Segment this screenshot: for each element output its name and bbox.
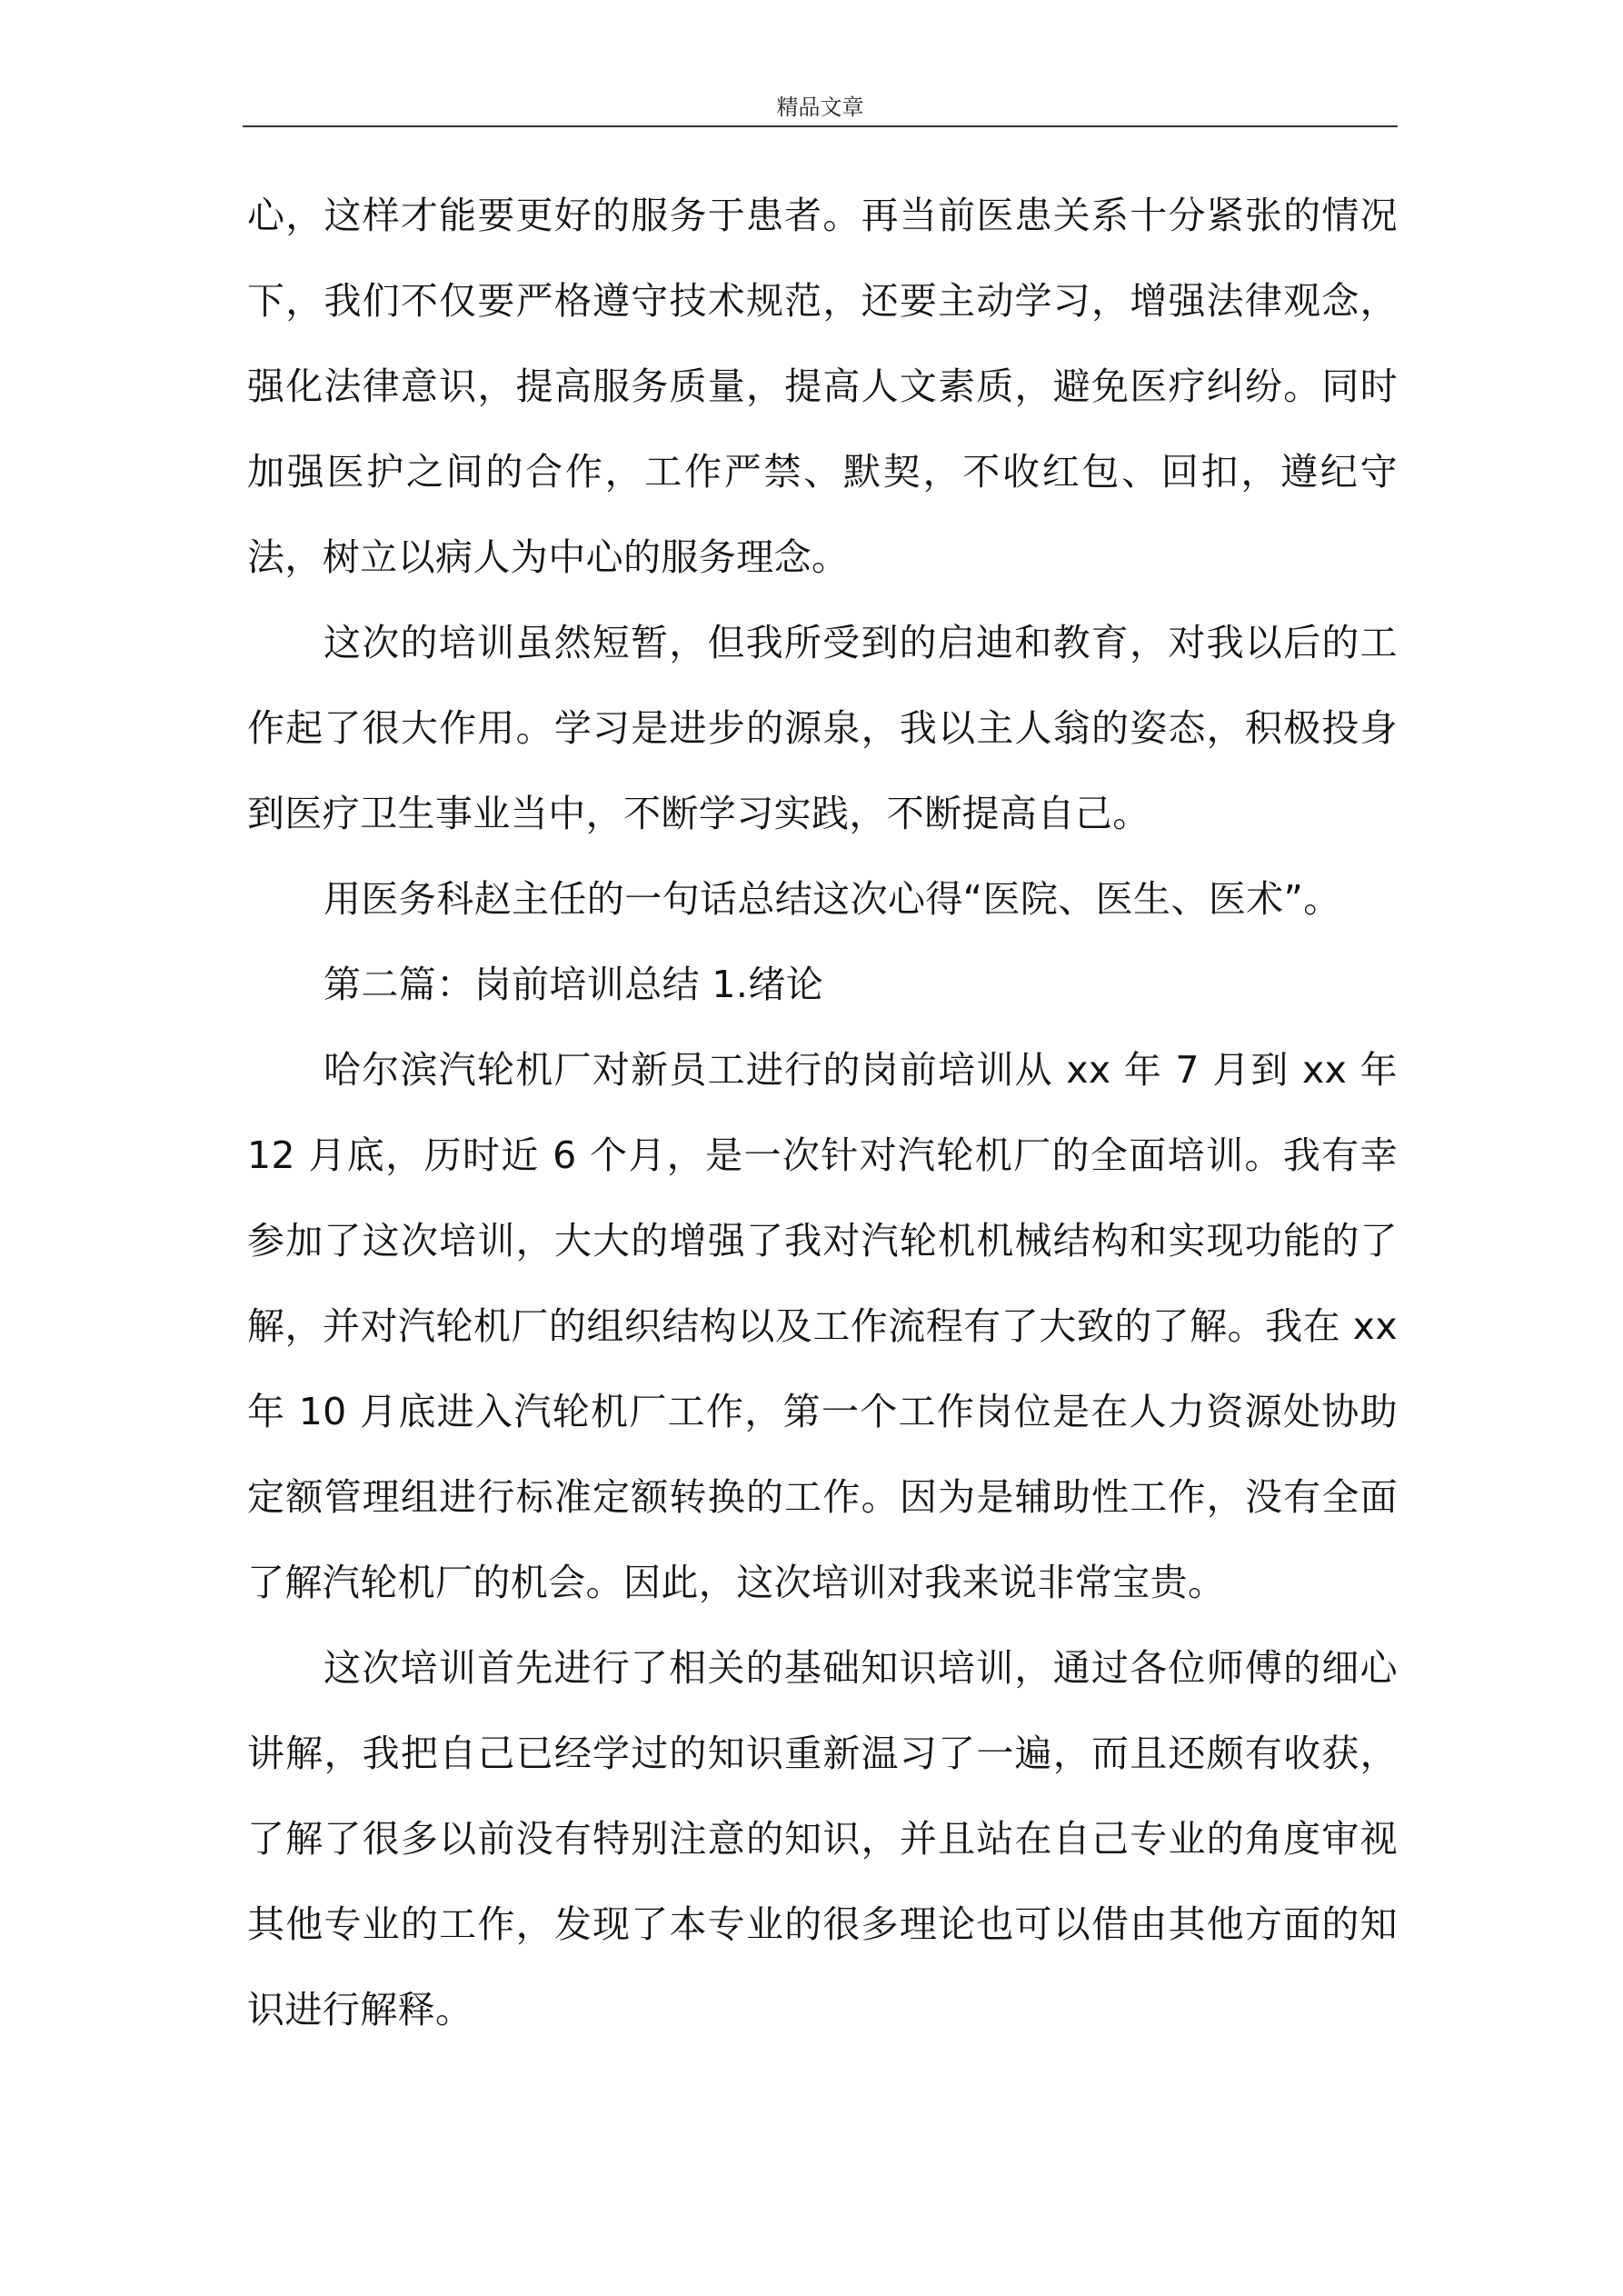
header-divider — [243, 125, 1398, 127]
paragraph-1: 心，这样才能要更好的服务于患者。再当前医患关系十分紧张的情况下，我们不仅要严格遵守技术规范，还要主动学习，增强法律观念，强化法律意识，提高服务质量，提高人文素质，避免医疗纠纷。同时加强医护之间的合作，工作严禁、默契，不收红包、回扣，遵纪守法，树立以病人为中心的服务理念。 — [247, 194, 1398, 579]
page-header: 精品文章 — [776, 95, 864, 120]
paragraph-2: 这次的培训虽然短暂，但我所受到的启迪和教育，对我以后的工作起了很大作用。学习是进步的源泉，我以主人翁的姿态，积极投身到医疗卫生事业当中，不断学习实践，不断提高自己。 — [247, 621, 1398, 835]
paragraph-4: 哈尔滨汽轮机厂对新员工进行的岗前培训从 xx 年 7 月到 xx 年 12 月底，历时近 6 个月，是一次针对汽轮机厂的全面培训。我有幸参加了这次培训，大大的增强了我对汽轮机机械结构和实现功能的了解，并对汽轮机厂的组织结构以及工作流程有了大致的了解。我在 xx 年 10 月底进入汽轮机厂工作，第一个工作岗位是在人力资源处协助定额管理组进行标准定额转换的工作。因为是辅助性工作，没有全面了解汽轮机厂的机会。因此，这次培训对我来说非常宝贵。 — [247, 1048, 1398, 1604]
section-heading: 第二篇：岗前培训总结 1.绪论 — [324, 963, 824, 1006]
paragraph-5: 这次培训首先进行了相关的基础知识培训，通过各位师傅的细心讲解，我把自己已经学过的知识重新温习了一遍，而且还颇有收获，了解了很多以前没有特别注意的知识，并且站在自己专业的角度审视其他专业的工作，发现了本专业的很多理论也可以借由其他方面的知识进行解释。 — [247, 1646, 1398, 2031]
document-body — [247, 173, 1398, 2052]
paragraph-3: 用医务科赵主任的一句话总结这次心得“医院、医生、医术”。 — [324, 877, 1341, 921]
